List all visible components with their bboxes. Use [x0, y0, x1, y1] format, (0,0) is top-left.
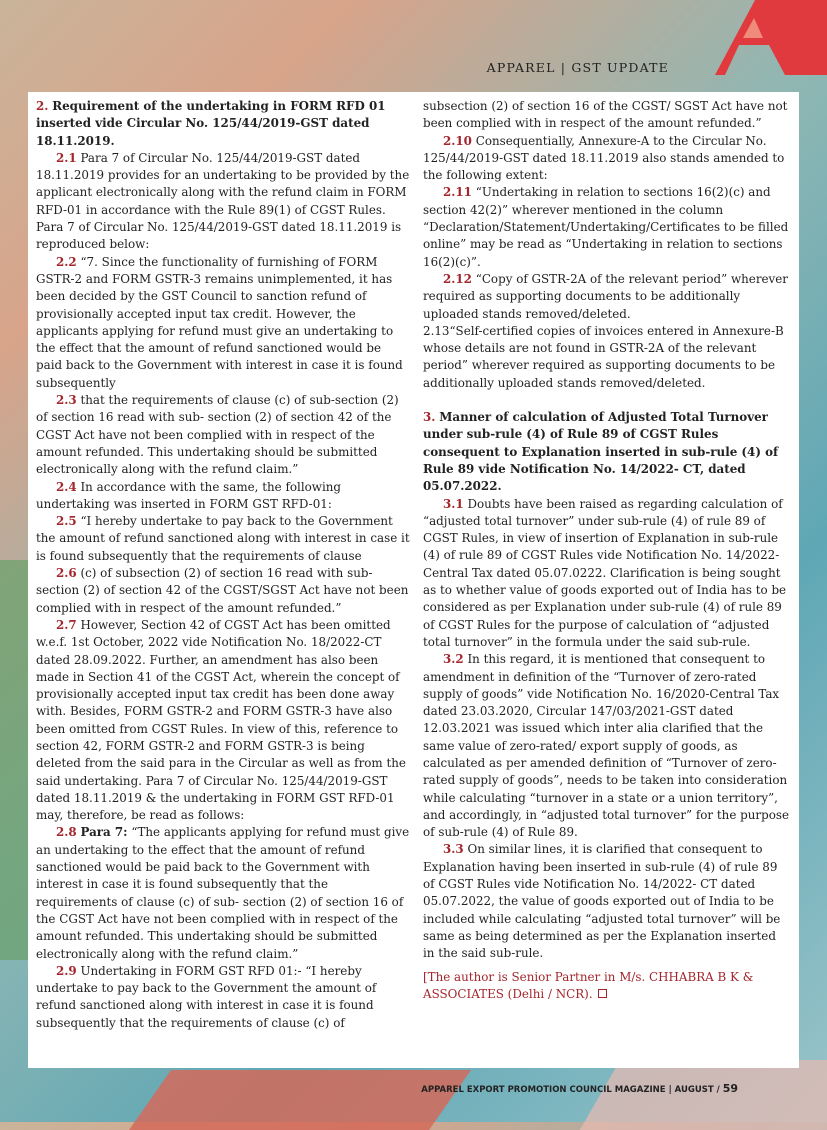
left-column: [36, 98, 410, 1032]
paragraph-number: 2.12: [443, 271, 472, 286]
paragraph-text: “Undertaking in relation to sections 16(2)(c) and section 42(2)” wherever mentioned in the column “Declaration/Statement/Undertaking/Certificates to be filled online” may be read as “Undertaking in relation to sections 16(2)(c)”.: [423, 185, 789, 269]
paragraph: [36, 513, 410, 565]
paragraph: [423, 271, 791, 323]
author-text: [The author is Senior Partner in M/s. CHHABRA B K & ASSOCIATES (Delhi / NCR).: [423, 969, 754, 1001]
background-decoration-pink: [580, 1060, 827, 1130]
paragraph: [423, 651, 791, 841]
paragraph: [36, 392, 410, 478]
paragraph-text: In this regard, it is mentioned that consequent to amendment in definition of the “Turnover of zero-rated supply of goods” vide Notification No. 16/2020-Central Tax dated 23.03.2020, Circular 147/03/2021-GST dated 12.03.2021 was issued which inter alia clarified that the same value of zero-rated/ export supply of goods, as calculated as per amended definition of “Turnover of zero-rated supply of goods”, needs to be taken into consideration while calculating “turnover in a state or a union territory”, and accordingly, in “adjusted total turnover” for the purpose of sub-rule (4) of Rule 89.: [423, 652, 790, 840]
paragraph-text: On similar lines, it is clarified that consequent to Explanation having been inserted in sub-rule (4) of rule 89 of CGST Rules vide Notification No. 14/2022- CT dated 05.07.2022, the value of goods exported out of India to be included while calculating “adjusted total turnover” will be same as being determined as per the Explanation inserted in the said sub-rule.: [423, 842, 781, 961]
end-mark-icon: [598, 989, 607, 998]
section-heading: [423, 409, 791, 495]
paragraph-text: “7. Since the functionality of furnishing of FORM GSTR-2 and FORM GSTR-3 remains unimplemented, it has been decided by the GST Council to sanction refund of provisionally accepted input tax credit. However, the applicants applying for refund must give an undertaking to the effect that the amount of refund sanctioned would be paid back to the Government with interest in case it is found subsequently: [36, 254, 403, 390]
paragraph: [423, 841, 791, 962]
paragraph-number: 2.2: [56, 254, 77, 269]
paragraph: [36, 254, 410, 392]
paragraph: [36, 617, 410, 825]
paragraph: [423, 133, 791, 185]
paragraph-number: 2.1: [56, 150, 77, 165]
paragraph: [36, 479, 410, 514]
paragraph: 2.13“Self-certified copies of invoices entered in Annexure-B whose details are not found in GSTR-2A of the relevant period” wherever required as supporting documents to be additionally uploaded stands removed/deleted.: [423, 323, 784, 390]
paragraph-text: that the requirements of clause (c) of sub-section (2) of section 16 read with sub- section (2) of section 42 of the CGST Act have not been complied with in respect of the amount refunded. This undertaking should be submitted electronically along with the refund claim.”: [36, 393, 399, 477]
paragraph: [423, 184, 791, 270]
paragraph-number: 2.4: [56, 479, 77, 494]
article-page: [28, 92, 799, 1068]
paragraph-continued: subsection (2) of section 16 of the CGST/ SGST Act have not been complied with in respect of the amount refunded.”: [423, 99, 788, 131]
page-number: 59: [722, 1082, 738, 1095]
paragraph-text: Para 7 of Circular No. 125/44/2019-GST dated 18.11.2019 provides for an undertaking to be provided by the applicant electronically along with the refund claim in FORM RFD-01 in accordance with the Rule 89(1) of CGST Rules. Para 7 of Circular No. 125/44/2019-GST dated 18.11.2019 is reproduced below:: [36, 150, 410, 252]
right-column: [423, 98, 791, 1003]
paragraph-text: “Copy of GSTR-2A of the relevant period” wherever required as supporting documents to be additionally uploaded stands removed/deleted.: [423, 271, 788, 321]
paragraph-number: 2.8: [56, 825, 77, 840]
paragraph-number: 3.3: [443, 842, 464, 857]
paragraph-number: 2.11: [443, 185, 472, 200]
paragraph-number: 2.9: [56, 963, 77, 978]
background-decoration-green: [0, 560, 30, 960]
paragraph-number: 2.10: [443, 133, 472, 148]
paragraph-text: Consequentially, Annexure-A to the Circular No. 125/44/2019-GST dated 18.11.2019 also stands amended to the following extent:: [423, 133, 785, 183]
spacer: [423, 392, 791, 409]
section-number: 2.: [36, 99, 49, 113]
logo-a-icon: [677, 0, 827, 75]
paragraph-label: Para 7:: [80, 825, 128, 840]
section-header: APPAREL | GST UPDATE: [486, 60, 669, 75]
paragraph-number: 3.2: [443, 652, 464, 667]
section-number: 3.: [423, 410, 436, 425]
paragraph-number: 2.5: [56, 514, 77, 529]
paragraph-text: “I hereby undertake to pay back to the Government the amount of refund sanctioned along with interest in case it is found subsequently that the requirements of clause: [36, 514, 410, 563]
paragraph-number: 2.6: [56, 566, 77, 581]
paragraph-text: In accordance with the same, the following undertaking was inserted in FORM GST RFD-01:: [36, 479, 342, 511]
paragraph: [36, 824, 410, 962]
background-decoration-red: [129, 1070, 471, 1130]
paragraph-text: Undertaking in FORM GST RFD 01:- “I hereby undertake to pay back to the Government the amount of refund sanctioned along with interest in case it is found subsequently that the requirements of clause (c) of: [36, 963, 377, 1030]
paragraph-number: 3.1: [443, 496, 464, 511]
paragraph-text: However, Section 42 of CGST Act has been omitted w.e.f. 1st October, 2022 vide Notification No. 18/2022-CT dated 28.09.2022. Further, an amendment has also been made in Section 41 of the CGST Act, wherein the concept of provisionally accepted input tax credit has been done away with. Besides, FORM GSTR-2 and FORM GSTR-3 have also been omitted from CGST Rules. In view of this, reference to section 42, FORM GSTR-2 and FORM GSTR-3 is being deleted from the said para in the Circular as well as from the said undertaking. Para 7 of Circular No. 125/44/2019-GST dated 18.11.2019 & the undertaking in FORM GST RFD-01 may, therefore, be read as follows:: [36, 617, 406, 823]
paragraph-text: “The applicants applying for refund must give an undertaking to the effect that the amount of refund sanctioned would be paid back to the Government with interest in case it is found subsequently that the requirements of clause (c) of sub- section (2) of section 16 of the CGST Act have not been complied with in respect of the amount refunded. This undertaking should be submitted electronically along with the refund claim.”: [36, 825, 410, 961]
section-heading: [36, 98, 410, 150]
section-title: Manner of calculation of Adjusted Total Turnover under sub-rule (4) of Rule 89 of CGST Rules consequent to Explanation inserted in sub-rule (4) of Rule 89 vide Notification No. 14/2022- CT, dated 05.07.2022.: [423, 410, 779, 494]
paragraph: [36, 565, 410, 617]
footer-publication: APPAREL EXPORT PROMOTION COUNCIL MAGAZINE | AUGUST /: [421, 1085, 720, 1095]
paragraph-number: 2.7: [56, 617, 77, 632]
paragraph: [36, 150, 410, 254]
section-title: Requirement of the undertaking in FORM RFD 01 inserted vide Circular No. 125/44/2019-GST dated 18.11.2019.: [36, 99, 386, 148]
paragraph: [36, 963, 410, 1032]
paragraph-text: Doubts have been raised as regarding calculation of “adjusted total turnover” under sub-rule (4) of rule 89 of CGST Rules, in view of insertion of Explanation in sub-rule (4) of rule 89 of CGST Rules vide Notification No. 14/2022-Central Tax dated 05.07.0222. Clarification is being sought as to whether value of goods exported out of India has to be considered as per Explanation under sub-rule (4) of rule 89 of CGST Rules for the purpose of calculation of “adjusted total turnover” in the formula under the said sub-rule.: [423, 496, 787, 649]
paragraph: [423, 496, 791, 652]
page-footer: [421, 1082, 738, 1095]
paragraph-text: (c) of subsection (2) of section 16 read with sub-section (2) of section 42 of the CGST/SGST Act have not been complied with in respect of the amount refunded.”: [36, 566, 409, 615]
paragraph-number: 2.3: [56, 393, 77, 408]
author-note: [423, 969, 791, 1004]
